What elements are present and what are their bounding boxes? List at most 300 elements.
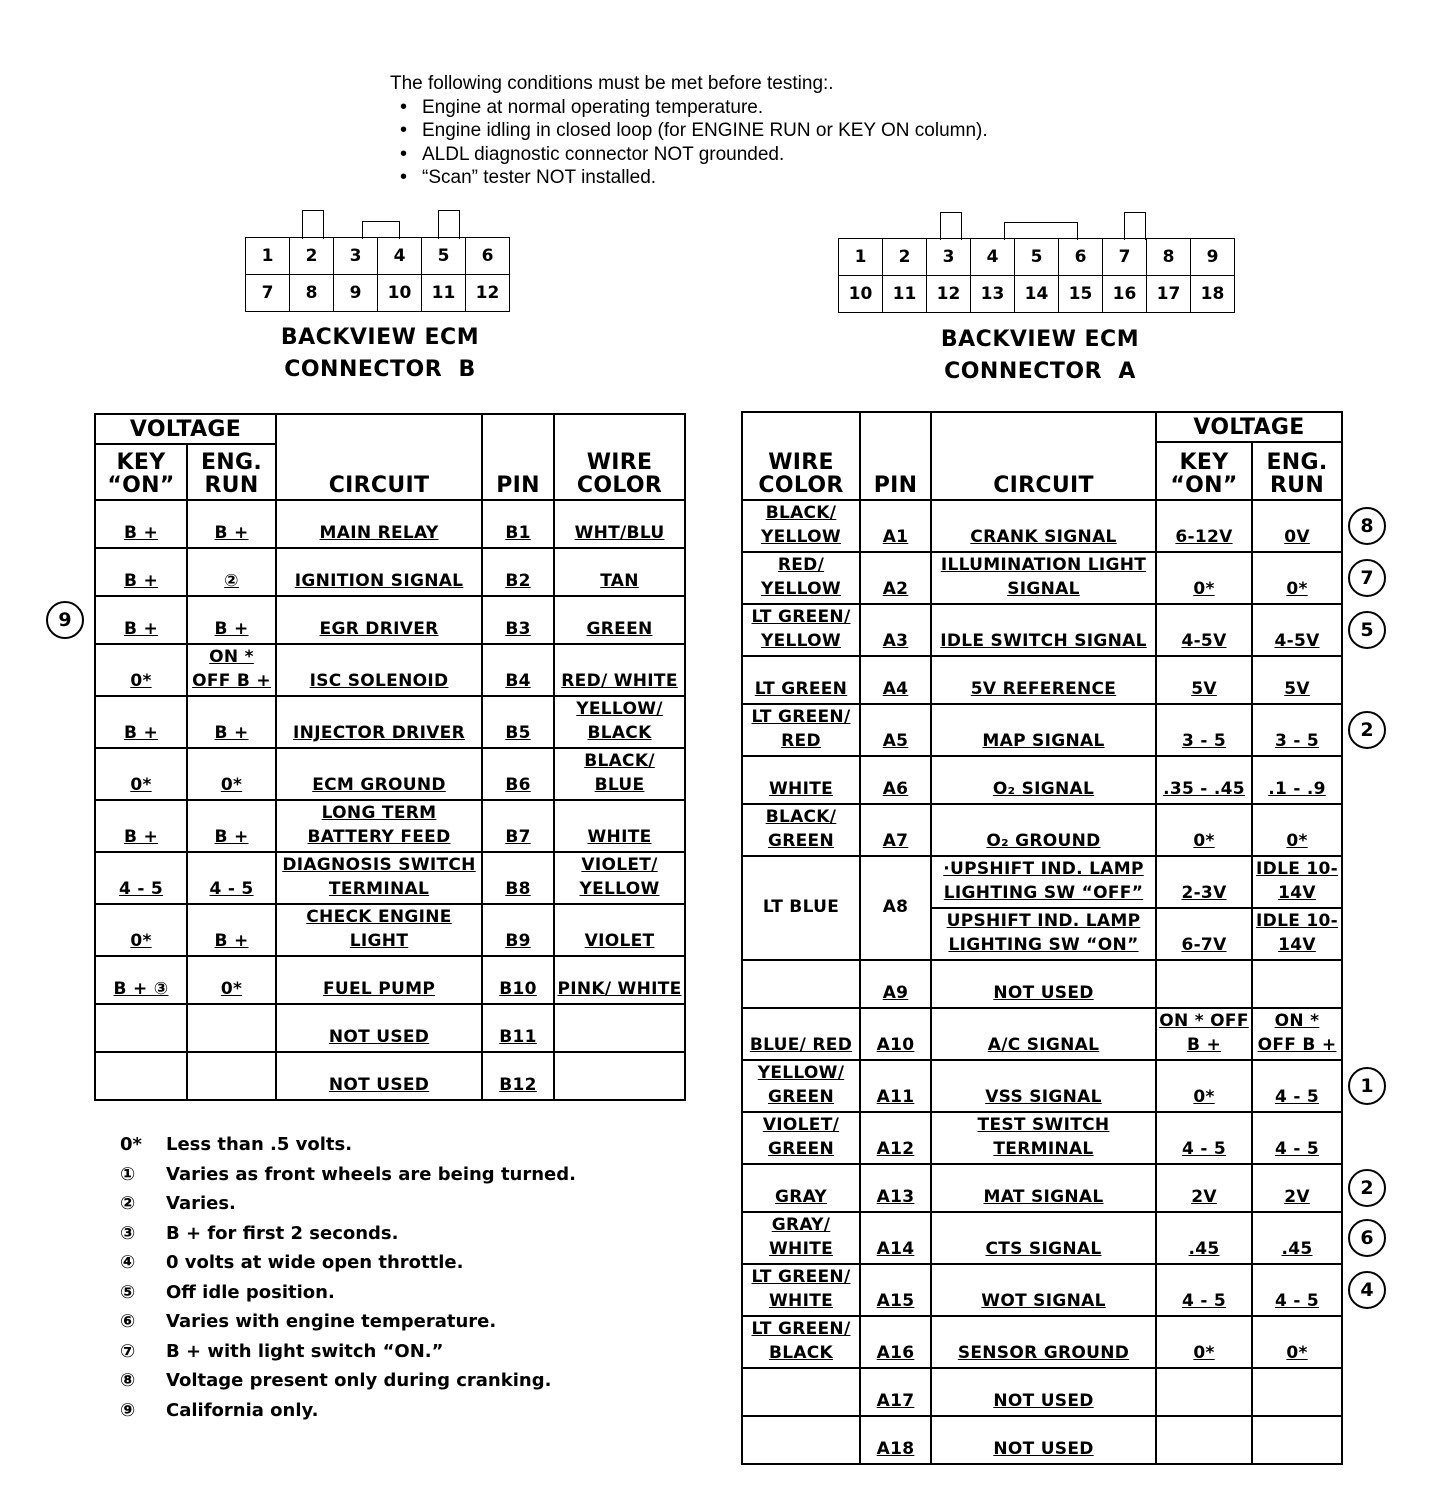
pin-cell-text: A15 (876, 1291, 915, 1311)
condition-item: • “Scan” tester NOT installed. (400, 166, 988, 190)
connector-b-pin: 2 (290, 238, 334, 275)
wire-color-cell-text: LT GREEN/ YELLOW (751, 607, 851, 651)
key-on-cell-text: 3 - 5 (1181, 731, 1227, 751)
table-row (95, 800, 685, 852)
wire-color-cell-text: PINK/ WHITE (557, 979, 682, 999)
eng-run-header: ENG. RUN (1252, 442, 1342, 500)
eng-run-cell-text: B + (214, 827, 249, 847)
eng-run-cell-text: B + (214, 931, 249, 951)
wire-color-cell-text: LT GREEN (754, 679, 848, 699)
circuit-cell (276, 904, 482, 956)
side-note-marker: 2 (1348, 711, 1386, 749)
circuit-cell (931, 908, 1156, 960)
connector-a-pin: 12 (927, 276, 971, 313)
wire-color-cell (554, 748, 685, 800)
wire-color-cell (742, 1316, 860, 1368)
pin-cell (860, 856, 931, 960)
pin-cell-text: B12 (499, 1075, 537, 1095)
pin-cell (482, 800, 554, 852)
eng-run-cell (187, 1004, 276, 1052)
key-on-cell-text: .45 (1188, 1239, 1220, 1259)
wire-color-cell (742, 1112, 860, 1164)
pin-cell (860, 1212, 931, 1264)
wire-color-cell-text: LT GREEN/ RED (751, 707, 851, 751)
note-item (120, 1337, 576, 1367)
wire-color-cell (742, 804, 860, 856)
note-symbol: ⑦ (120, 1340, 136, 1362)
eng-run-cell-text: 4-5V (1274, 631, 1320, 651)
wire-color-cell-text: VIOLET (584, 931, 655, 951)
note-text: Off idle position. (166, 1281, 335, 1303)
table-row (742, 552, 1342, 604)
key-on-cell (1156, 656, 1252, 704)
table-row (742, 856, 1342, 908)
circuit-cell-text: NOT USED (993, 1439, 1094, 1459)
eng-run-cell (1252, 1060, 1342, 1112)
circuit-cell (276, 548, 482, 596)
eng-run-cell (1252, 500, 1342, 552)
wire-color-cell-text: RED/ YELLOW (761, 555, 841, 599)
circuit-cell-text: 5V REFERENCE (970, 679, 1117, 699)
pin-cell (482, 1004, 554, 1052)
note-symbol: ⑨ (120, 1399, 136, 1421)
key-on-cell (1156, 1060, 1252, 1112)
key-on-cell-text: 2V (1191, 1187, 1217, 1207)
wire-color-cell-text: YELLOW/ GREEN (757, 1063, 845, 1107)
circuit-cell-text: CRANK SIGNAL (970, 527, 1117, 547)
key-on-cell-text: ON * OFF B + (1159, 1011, 1249, 1055)
note-text: California only. (166, 1399, 319, 1421)
note-item (120, 1307, 576, 1337)
pin-cell (860, 1264, 931, 1316)
key-on-cell (95, 500, 187, 548)
key-on-cell (95, 1004, 187, 1052)
note-item (120, 1366, 576, 1396)
note-text: B + for first 2 seconds. (166, 1222, 399, 1244)
eng-run-cell-text: B + (214, 723, 249, 743)
key-on-cell-text: 2-3V (1181, 883, 1227, 903)
eng-run-cell-text: 2V (1284, 1187, 1310, 1207)
pin-cell (482, 500, 554, 548)
wire-color-cell (742, 1416, 860, 1464)
connector-b-pin: 1 (246, 238, 290, 275)
circuit-cell-text: ·UPSHIFT IND. LAMP LIGHTING SW “OFF” (943, 859, 1144, 903)
pin-cell (482, 852, 554, 904)
key-on-cell (95, 548, 187, 596)
eng-run-cell-text: 0* (220, 775, 243, 795)
table-row (742, 1212, 1342, 1264)
key-on-cell (1156, 1316, 1252, 1368)
connector-b-pin: 11 (422, 275, 466, 312)
eng-run-cell-text: B + (214, 523, 249, 543)
eng-run-cell-text: 0V (1284, 527, 1310, 547)
eng-run-cell (1252, 960, 1342, 1008)
pin-cell (860, 960, 931, 1008)
key-on-cell (1156, 1368, 1252, 1416)
pin-cell-text: A13 (876, 1187, 915, 1207)
connector-b-pin: 7 (246, 275, 290, 312)
voltage-header: VOLTAGE (1156, 412, 1342, 442)
connector-a-pin: 8 (1147, 239, 1191, 276)
key-on-cell-text: B + (123, 619, 159, 639)
circuit-cell-text: ECM GROUND (312, 775, 446, 795)
table-row (95, 904, 685, 956)
eng-run-cell (187, 904, 276, 956)
circuit-cell-text: CTS SIGNAL (985, 1239, 1102, 1259)
pin-header: PIN (482, 414, 554, 500)
wire-color-cell-text: BLACK/ GREEN (765, 807, 837, 851)
key-on-cell-text: B + (123, 571, 159, 591)
eng-run-cell-text: 0* (1286, 579, 1308, 599)
circuit-cell (276, 596, 482, 644)
pin-cell-text: A6 (882, 779, 909, 799)
circuit-cell-text: IDLE SWITCH SIGNAL (940, 631, 1147, 651)
wire-color-cell (742, 1060, 860, 1112)
conditions-heading: The following conditions must be met before testing:. (390, 73, 834, 94)
table-row (742, 1060, 1342, 1112)
eng-run-header: ENG. RUN (187, 444, 276, 500)
circuit-cell-text: MAP SIGNAL (982, 731, 1105, 751)
eng-run-cell (1252, 756, 1342, 804)
key-on-cell-text: 0* (130, 775, 152, 795)
pin-cell-text: A2 (882, 579, 909, 599)
wire-color-cell (554, 644, 685, 696)
circuit-cell-text: TEST SWITCH TERMINAL (977, 1115, 1110, 1159)
circuit-cell-text: SENSOR GROUND (957, 1343, 1130, 1363)
wire-color-cell (742, 1368, 860, 1416)
pin-cell (860, 656, 931, 704)
key-on-cell-text: .35 - .45 (1163, 779, 1245, 799)
pin-cell-text: B8 (505, 879, 531, 899)
connector-b-pin: 9 (334, 275, 378, 312)
eng-run-cell-text: B + (214, 619, 249, 639)
pin-cell-text: A5 (882, 731, 909, 751)
table-row (742, 1264, 1342, 1316)
circuit-cell-text: O₂ SIGNAL (992, 779, 1095, 799)
key-on-cell (1156, 756, 1252, 804)
note-text: Varies with engine temperature. (166, 1311, 497, 1332)
eng-run-cell-text: 4 - 5 (1274, 1087, 1320, 1107)
pin-cell-text: B4 (505, 671, 531, 691)
wire-color-cell-text: WHITE (768, 779, 833, 799)
key-on-cell-text: 6-12V (1175, 527, 1233, 547)
circuit-cell-text: UPSHIFT IND. LAMP LIGHTING SW “ON” (946, 911, 1141, 955)
table-row (95, 1004, 685, 1052)
circuit-cell (931, 656, 1156, 704)
side-note-marker: 5 (1348, 611, 1386, 649)
connector-b-pin: 8 (290, 275, 334, 312)
circuit-cell (931, 500, 1156, 552)
table-row (95, 596, 685, 644)
circuit-cell (276, 644, 482, 696)
connector-a-pin: 17 (1147, 276, 1191, 313)
key-on-cell-text: 0* (1193, 1087, 1215, 1107)
table-row (742, 756, 1342, 804)
circuit-cell (276, 748, 482, 800)
note-text: Varies. (166, 1193, 236, 1214)
key-on-cell (1156, 856, 1252, 908)
eng-run-cell (1252, 1368, 1342, 1416)
eng-run-cell-text: .45 (1281, 1239, 1313, 1259)
pin-cell-text: B6 (505, 775, 531, 795)
table-row (742, 1368, 1342, 1416)
note-item (120, 1130, 576, 1160)
connector-a-pin: 14 (1015, 276, 1059, 313)
eng-run-cell (1252, 1112, 1342, 1164)
pin-cell (860, 804, 931, 856)
note-symbol: ① (120, 1163, 136, 1185)
pin-cell-text: A3 (882, 631, 909, 651)
note-symbol: ② (120, 1193, 136, 1214)
key-on-cell (95, 696, 187, 748)
eng-run-cell-text: IDLE 10-14V (1256, 911, 1338, 955)
connector-b-title-line: CONNECTOR B (284, 357, 476, 382)
eng-run-cell-text: ② (224, 571, 239, 591)
note-symbol: ④ (120, 1252, 136, 1273)
eng-run-cell (1252, 804, 1342, 856)
eng-run-cell (1252, 552, 1342, 604)
eng-run-cell (1252, 656, 1342, 704)
eng-run-cell (187, 1052, 276, 1100)
connector-a-pin: 4 (971, 239, 1015, 276)
connector-b-pin: 3 (334, 238, 378, 275)
connector-a-title (905, 324, 1175, 388)
key-on-cell-text: 0* (1193, 579, 1215, 599)
pin-cell-text: B5 (505, 723, 531, 743)
key-on-cell (1156, 1164, 1252, 1212)
circuit-cell-text: O₂ GROUND (986, 831, 1101, 851)
eng-run-cell (187, 852, 276, 904)
key-on-cell (95, 956, 187, 1004)
circuit-cell (931, 604, 1156, 656)
table-row (742, 656, 1342, 704)
key-on-cell (1156, 704, 1252, 756)
eng-run-cell-text: .1 - .9 (1268, 779, 1326, 799)
eng-run-cell (1252, 1212, 1342, 1264)
key-on-cell-text: 4 - 5 (1181, 1291, 1227, 1311)
wire-color-cell (554, 696, 685, 748)
wire-color-cell (554, 548, 685, 596)
note-text: B + with light switch “ON.” (166, 1340, 444, 1362)
key-on-cell (95, 800, 187, 852)
pin-cell (860, 1008, 931, 1060)
eng-run-cell-text: 4 - 5 (1274, 1291, 1320, 1311)
side-note-marker: 9 (46, 601, 84, 639)
pin-cell (860, 604, 931, 656)
circuit-cell-text: NOT USED (993, 983, 1094, 1003)
key-on-cell (95, 904, 187, 956)
wire-color-cell-text: WHITE (587, 827, 652, 847)
connector-a-diagram (838, 238, 1235, 313)
eng-run-cell-text: 3 - 5 (1274, 731, 1320, 751)
pin-cell (482, 696, 554, 748)
connector-a-key-tab (1124, 212, 1146, 240)
notes-legend (120, 1130, 576, 1425)
wire-color-cell (742, 1212, 860, 1264)
connector-a-title-line: BACKVIEW ECM (940, 327, 1140, 352)
circuit-cell-text: MAT SIGNAL (983, 1187, 1104, 1207)
key-on-cell-text: 0* (130, 671, 152, 691)
wire-color-cell-text: LT GREEN/ WHITE (751, 1267, 851, 1311)
circuit-cell-text: NOT USED (328, 1027, 430, 1047)
wire-color-cell (554, 904, 685, 956)
table-row (742, 1316, 1342, 1368)
side-note-marker: 7 (1348, 559, 1386, 597)
wire-color-cell-text: GREEN (586, 619, 653, 639)
wire-color-cell (742, 1164, 860, 1212)
key-on-cell (1156, 500, 1252, 552)
table-row (742, 1112, 1342, 1164)
connector-b-pin: 10 (378, 275, 422, 312)
key-on-cell-text: 4 - 5 (118, 879, 164, 899)
eng-run-cell (1252, 908, 1342, 960)
wire-color-cell (742, 500, 860, 552)
eng-run-cell (1252, 1164, 1342, 1212)
wire-color-header: WIRE COLOR (742, 412, 860, 500)
pin-cell (860, 1060, 931, 1112)
pin-cell-text: A16 (876, 1343, 915, 1363)
wire-color-cell (742, 604, 860, 656)
note-symbol: 0* (120, 1134, 142, 1155)
note-item (120, 1396, 576, 1426)
circuit-cell (931, 960, 1156, 1008)
wire-color-cell (554, 800, 685, 852)
circuit-cell (276, 852, 482, 904)
connector-b-title-line: BACKVIEW ECM (280, 325, 480, 350)
pin-cell (482, 1052, 554, 1100)
eng-run-cell (187, 748, 276, 800)
pin-cell-text: A1 (882, 527, 909, 547)
circuit-header: CIRCUIT (931, 412, 1156, 500)
note-text: Voltage present only during cranking. (166, 1370, 552, 1391)
key-on-cell-text: B + ③ (113, 979, 169, 999)
table-row (742, 804, 1342, 856)
condition-item: • ALDL diagnostic connector NOT grounded. (400, 143, 988, 167)
connector-a-pin: 18 (1191, 276, 1235, 313)
wire-color-cell (742, 756, 860, 804)
key-on-cell (1156, 960, 1252, 1008)
wire-color-cell (554, 1004, 685, 1052)
eng-run-cell (187, 800, 276, 852)
circuit-cell (931, 756, 1156, 804)
circuit-cell-text: CHECK ENGINE LIGHT (306, 907, 452, 951)
eng-run-cell-text: 5V (1284, 679, 1310, 699)
wire-color-cell-text: GRAY (774, 1187, 828, 1207)
circuit-cell (931, 856, 1156, 908)
eng-run-cell (187, 500, 276, 548)
wire-color-cell-text: YELLOW/ BLACK (576, 699, 663, 743)
wire-color-cell (742, 856, 860, 960)
circuit-cell-text: ILLUMINATION LIGHT SIGNAL (940, 555, 1147, 599)
circuit-cell (931, 1008, 1156, 1060)
connector-b-title (245, 322, 515, 386)
wire-color-cell (742, 1008, 860, 1060)
condition-item: • Engine at normal operating temperature. (400, 96, 988, 120)
table-row (95, 644, 685, 696)
table-row (742, 1008, 1342, 1060)
wire-color-cell-text: VIOLET/ GREEN (762, 1115, 840, 1159)
note-text: 0 volts at wide open throttle. (166, 1252, 464, 1273)
table-row (95, 548, 685, 596)
pin-cell-text: A4 (882, 679, 909, 699)
key-on-cell (1156, 552, 1252, 604)
key-on-cell (1156, 908, 1252, 960)
pin-cell (482, 904, 554, 956)
wire-color-cell-text: RED/ WHITE (561, 671, 678, 691)
key-on-cell-text: 4 - 5 (1181, 1139, 1227, 1159)
table-row (95, 500, 685, 548)
eng-run-cell-text: 4 - 5 (1274, 1139, 1320, 1159)
key-on-cell-text: 0* (130, 931, 152, 951)
pin-cell-text: A8 (882, 897, 909, 917)
pin-cell-text: A17 (876, 1391, 915, 1411)
pin-cell (860, 552, 931, 604)
key-on-cell (1156, 1416, 1252, 1464)
key-on-cell-text: 5V (1191, 679, 1217, 699)
wire-color-cell (554, 500, 685, 548)
pin-cell-text: A9 (882, 983, 909, 1003)
table-row (95, 1052, 685, 1100)
connector-a-key-tab (940, 212, 962, 240)
pin-cell (482, 596, 554, 644)
eng-run-cell (187, 548, 276, 596)
circuit-cell-text: INJECTOR DRIVER (293, 723, 465, 743)
eng-run-cell (1252, 1264, 1342, 1316)
pin-cell-text: A10 (876, 1035, 915, 1055)
key-on-cell (1156, 804, 1252, 856)
note-text: Less than .5 volts. (166, 1134, 353, 1155)
table-row (95, 956, 685, 1004)
eng-run-cell (187, 596, 276, 644)
connector-a-pin: 2 (883, 239, 927, 276)
wire-color-cell-text: GRAY/ WHITE (768, 1215, 833, 1259)
connector-a-pin: 5 (1015, 239, 1059, 276)
pin-cell (860, 500, 931, 552)
key-on-cell (1156, 1212, 1252, 1264)
pin-cell (482, 644, 554, 696)
voltage-header: VOLTAGE (95, 414, 276, 444)
pin-cell-text: B11 (499, 1027, 537, 1047)
circuit-cell (931, 552, 1156, 604)
wire-color-cell-text: VIOLET/ YELLOW (579, 855, 660, 899)
connector-a-pin: 9 (1191, 239, 1235, 276)
pin-cell-text: B2 (505, 571, 531, 591)
pin-cell (860, 1368, 931, 1416)
note-item (120, 1189, 576, 1219)
wire-color-cell-text: BLUE/ RED (749, 1035, 853, 1055)
pin-cell-text: A14 (876, 1239, 915, 1259)
note-text: Varies as front wheels are being turned. (166, 1163, 576, 1185)
key-on-cell (95, 596, 187, 644)
pin-cell (860, 1164, 931, 1212)
wire-color-cell (554, 1052, 685, 1100)
pin-cell-text: B1 (505, 523, 531, 543)
key-on-cell (95, 852, 187, 904)
circuit-header: CIRCUIT (276, 414, 482, 500)
circuit-cell-text: IGNITION SIGNAL (294, 571, 464, 591)
circuit-cell-text: MAIN RELAY (319, 523, 439, 543)
connector-a-title-line: CONNECTOR A (944, 359, 1136, 384)
side-note-marker: 1 (1348, 1067, 1386, 1105)
eng-run-cell (187, 956, 276, 1004)
table-row (95, 748, 685, 800)
circuit-cell-text: FUEL PUMP (322, 979, 436, 999)
wire-color-cell-text: BLACK/ YELLOW (761, 503, 841, 547)
eng-run-cell-text: 0* (1286, 1343, 1308, 1363)
table-row (742, 704, 1342, 756)
connector-b-pin: 6 (466, 238, 510, 275)
pin-cell (860, 1316, 931, 1368)
